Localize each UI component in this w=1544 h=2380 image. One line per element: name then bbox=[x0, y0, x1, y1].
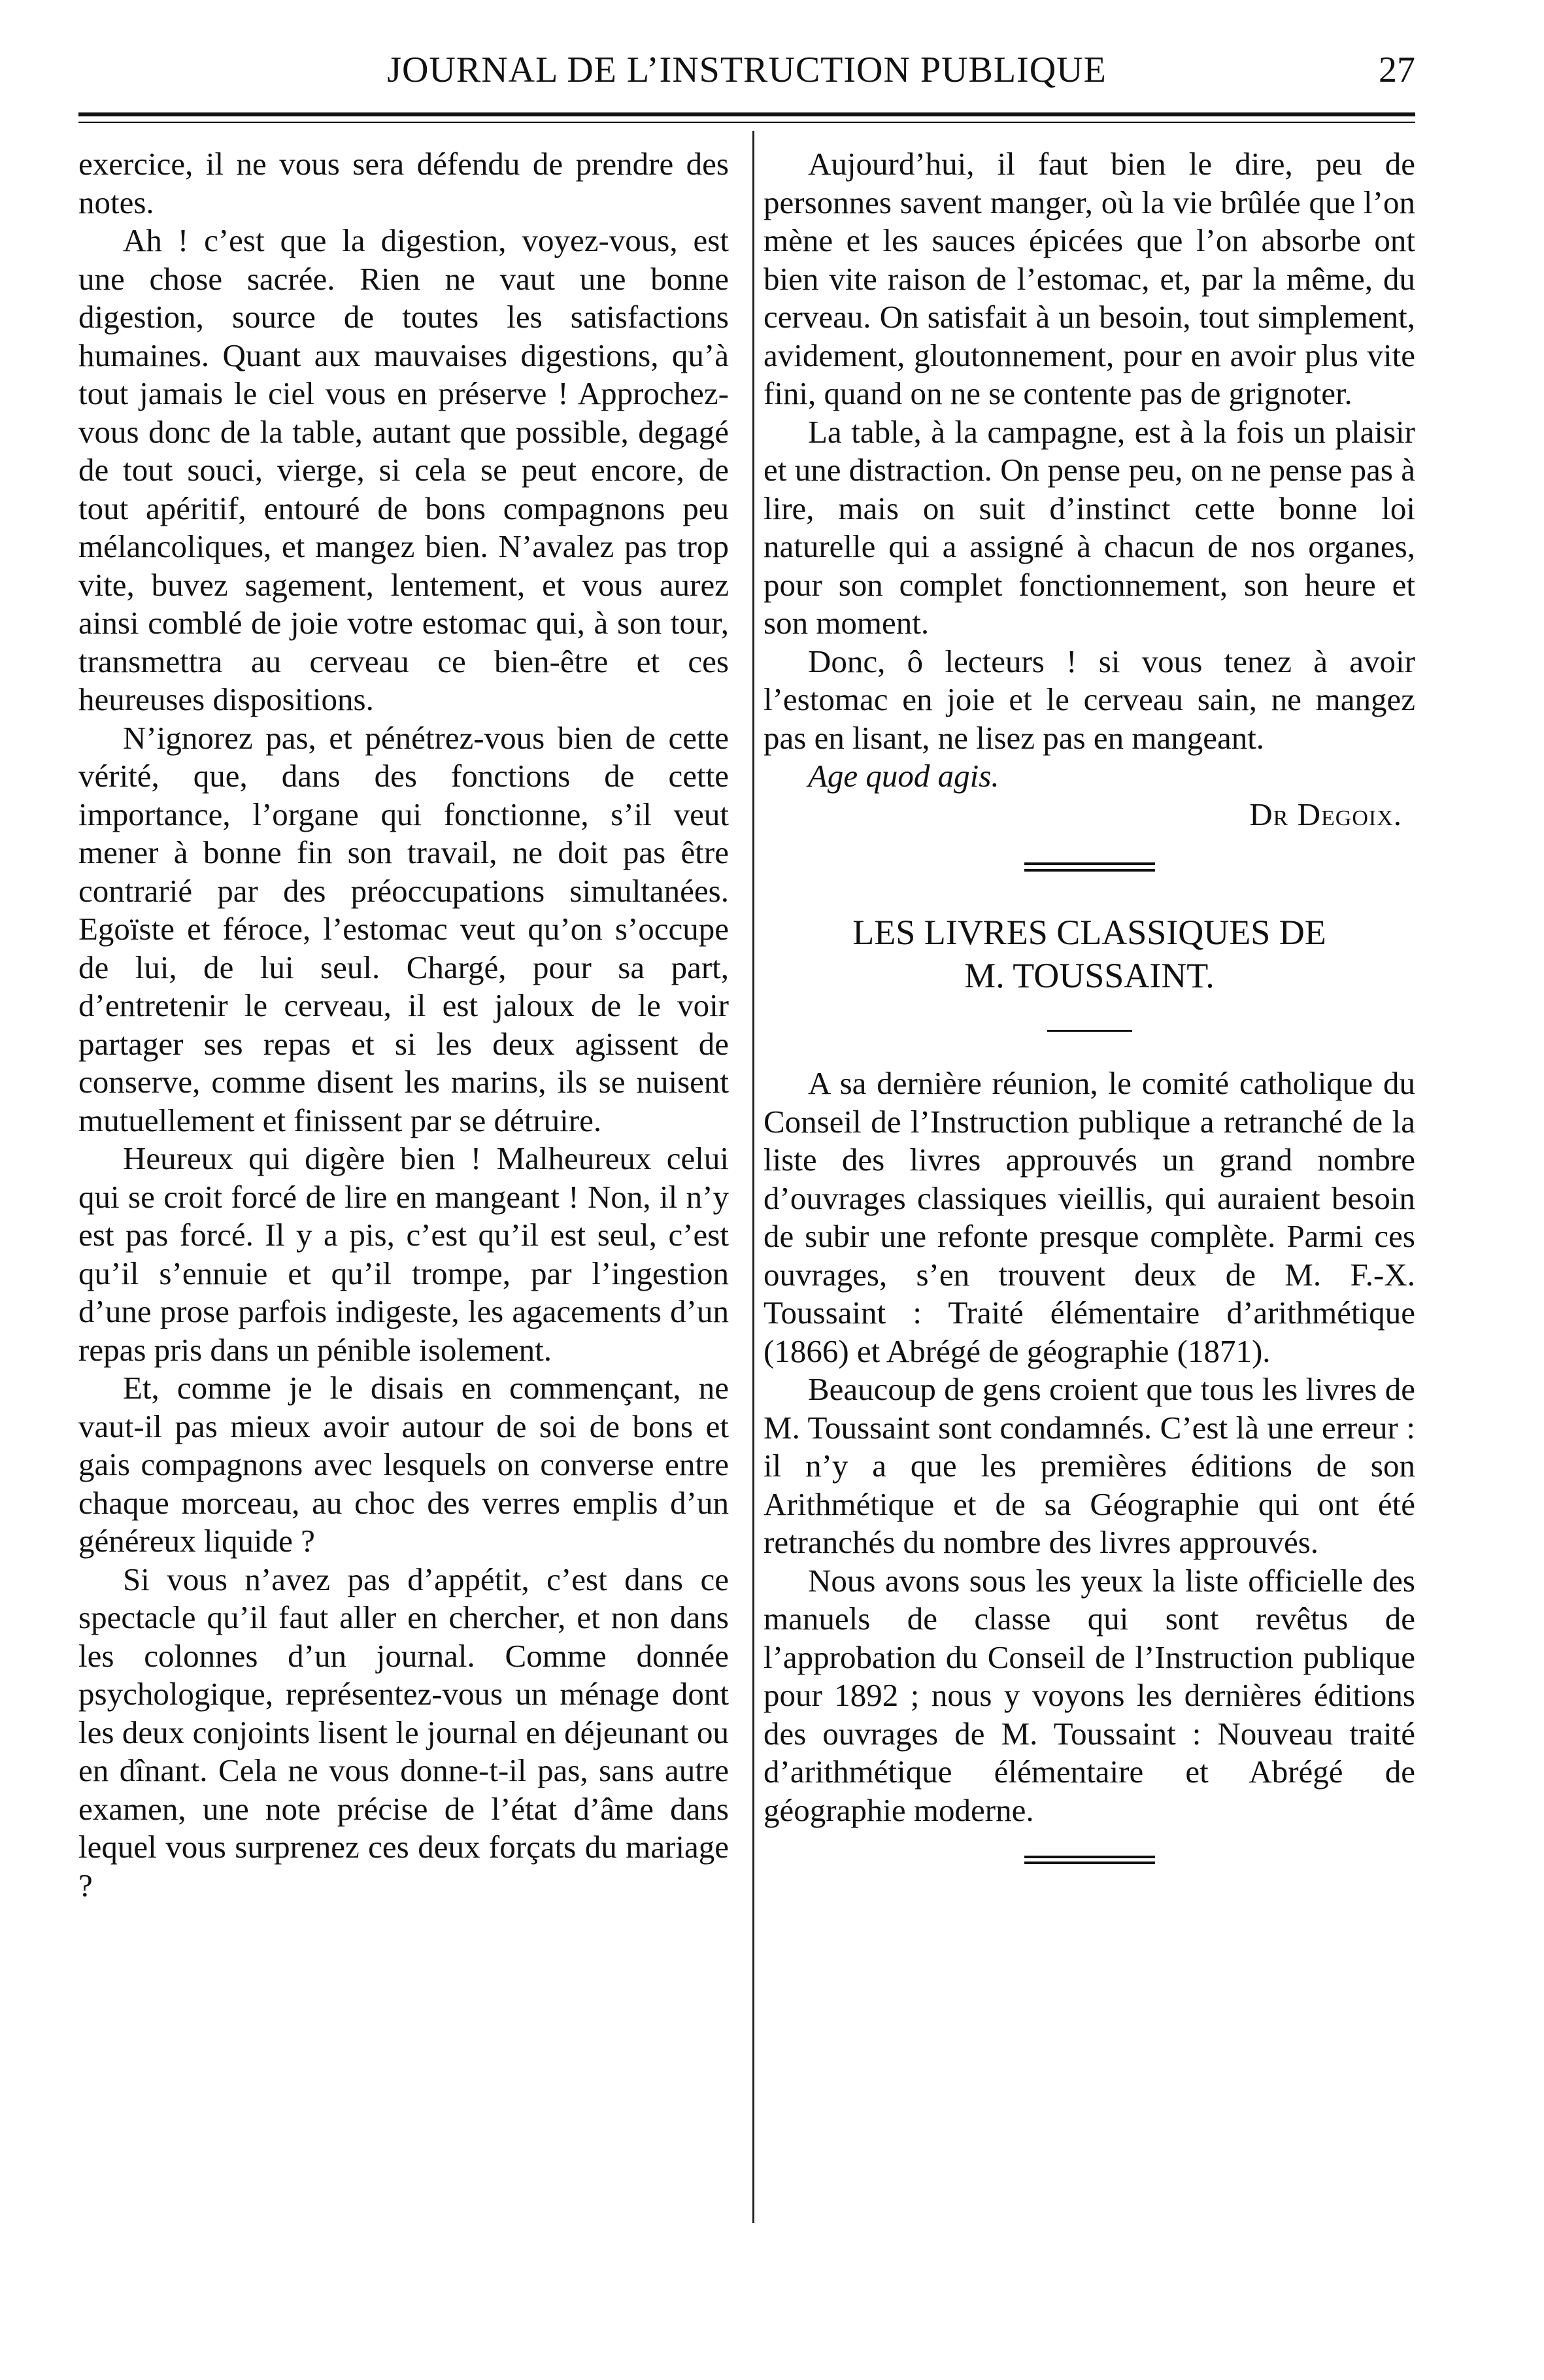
latin-motto: Age quod agis. bbox=[808, 758, 999, 794]
paragraph: Aujourd’hui, il faut bien le dire, peu de personnes savent manger, où la vie brûlée que l’on mène et les sauces épicées que l’on absorbe ont bien vite raison de l’estomac, et, par la même, du cerveau. On satisfait à un besoin, tout simplement, avidement, gloutonnement, pour en avoir plus vite fini, quand on ne se contente pas de grignoter. bbox=[764, 146, 1415, 411]
paragraph: N’ignorez pas, et pénétrez-vous bien de cette vérité, que, dans des fonctions de cette importance, l’organe qui fonctionne, s’il veut mener à bonne fin son travail, ne doit pas être contrarié par des préoccupations simultanées. Egoïste et féroce, l’estomac veut qu’on s’occupe de lui, de lui seul. Chargé, pour sa part, d’entretenir le cerveau, il est jaloux de le voir partager ses repas et si les deux agissent de conserve, comme disent les marins, ils se nuisent mutuellement et finissent par se détruire. bbox=[78, 719, 729, 1138]
section-title-line-1: LES LIVRES CLASSIQUES DE bbox=[852, 913, 1326, 952]
paragraph: Heureux qui digère bien ! Malheureux celui qui se croit forcé de lire en mangeant ! Non, il n’y est pas forcé. Il y a pis, c’est qu’il est seul, c’est qu’il s’ennuie et qu’il trompe, par l’ingestion d’une prose parfois indigeste, les agacements d’un repas pris dans un pénible isolement. bbox=[78, 1140, 729, 1368]
title-separator bbox=[1047, 1030, 1132, 1032]
header-rule-thick bbox=[78, 112, 1415, 116]
page-header bbox=[78, 49, 1415, 108]
header-rule-thin bbox=[78, 122, 1415, 123]
paragraph: Nous avons sous les yeux la liste officielle des manuels de classe qui sont revêtus de l’approbation du Conseil de l’Instruction publique pour 1892 ; nous y voyons les dernières éditions des ouvrages de M. Toussaint : Nouveau traité d’arithmétique élémentaire et Abrégé de géographie moderne. bbox=[764, 1562, 1415, 1828]
paragraph: La table, à la campagne, est à la fois un plaisir et une distraction. On pense peu, on ne pense pas à lire, mais on suit d’instinct cette bonne loi naturelle qui a assigné à chacun de nos organes, pour son complet fonctionnement, son heure et son moment. bbox=[764, 413, 1415, 641]
article-separator bbox=[1024, 862, 1155, 872]
page-number: 27 bbox=[1379, 50, 1415, 90]
column-divider bbox=[752, 131, 754, 2223]
paragraph: Et, comme je le disais en commençant, ne vaut-il pas mieux avoir autour de soi de bons et gais compagnons avec lesquels on converse entre chaque morceau, au choc des verres emplis d’un généreux liquide ? bbox=[78, 1370, 729, 1559]
paragraph: Si vous n’avez pas d’appétit, c’est dans ce spectacle qu’il faut aller en chercher, et non dans les colonnes d’un journal. Comme donnée psychologique, représentez-vous un ménage dont les deux conjoints lisent le journal en déjeunant ou en dînant. Cela ne vous donne-t-il pas, sans autre examen, une note précise de l’état d’âme dans lequel vous surprenez ces deux forçats du mariage ? bbox=[78, 1561, 729, 1903]
left-column bbox=[78, 145, 729, 1905]
paragraph: exercice, il ne vous sera défendu de prendre des notes. bbox=[78, 146, 729, 220]
paragraph: A sa dernière réunion, le comité catholique du Conseil de l’Instruction publique a retranché de la liste des livres approuvés un grand nombre d’ouvrages classiques vieillis, qui auraient besoin de subir une refonte presque complète. Parmi ces ouvrages, s’en trouvent deux de M. F.-X. Toussaint : Traité élémentaire d’arithmétique (1866) et Abrégé de géographie (1871). bbox=[764, 1065, 1415, 1369]
article-author: Dr Degoix. bbox=[1249, 796, 1402, 832]
section-title-line-2: M. TOUSSAINT. bbox=[964, 956, 1215, 995]
end-separator bbox=[1024, 1856, 1155, 1864]
paragraph: Ah ! c’est que la digestion, voyez-vous, est une chose sacrée. Rien ne vaut une bonne digestion, source de toutes les satisfactions humaines. Quant aux mauvaises digestions, qu’à tout jamais le ciel vous en préserve ! Approchez-vous donc de la table, autant que possible, degagé de tout souci, vierge, si cela se peut encore, de tout apéritif, entouré de bons compagnons peu mélancoliques, et mangez bien. N’avalez pas trop vite, buvez sagement, lentement, et vous aurez ainsi comblé de joie votre estomac qui, à son tour, transmettra au cerveau ce bien-être et ces heureuses dispositions. bbox=[78, 222, 729, 717]
right-column bbox=[764, 145, 1415, 1864]
paragraph: Donc, ô lecteurs ! si vous tenez à avoir l’estomac en joie et le cerveau sain, ne mangez pas en lisant, ne lisez pas en mangeant. bbox=[764, 643, 1415, 756]
journal-title: JOURNAL DE L’INSTRUCTION PUBLIQUE bbox=[387, 50, 1107, 90]
paragraph: Beaucoup de gens croient que tous les livres de M. Toussaint sont condamnés. C’est là une erreur : il n’y a que les premières éditions de son Arithmétique et de sa Géographie qui ont été retranchés du nombre des livres approuvés. bbox=[764, 1371, 1415, 1560]
